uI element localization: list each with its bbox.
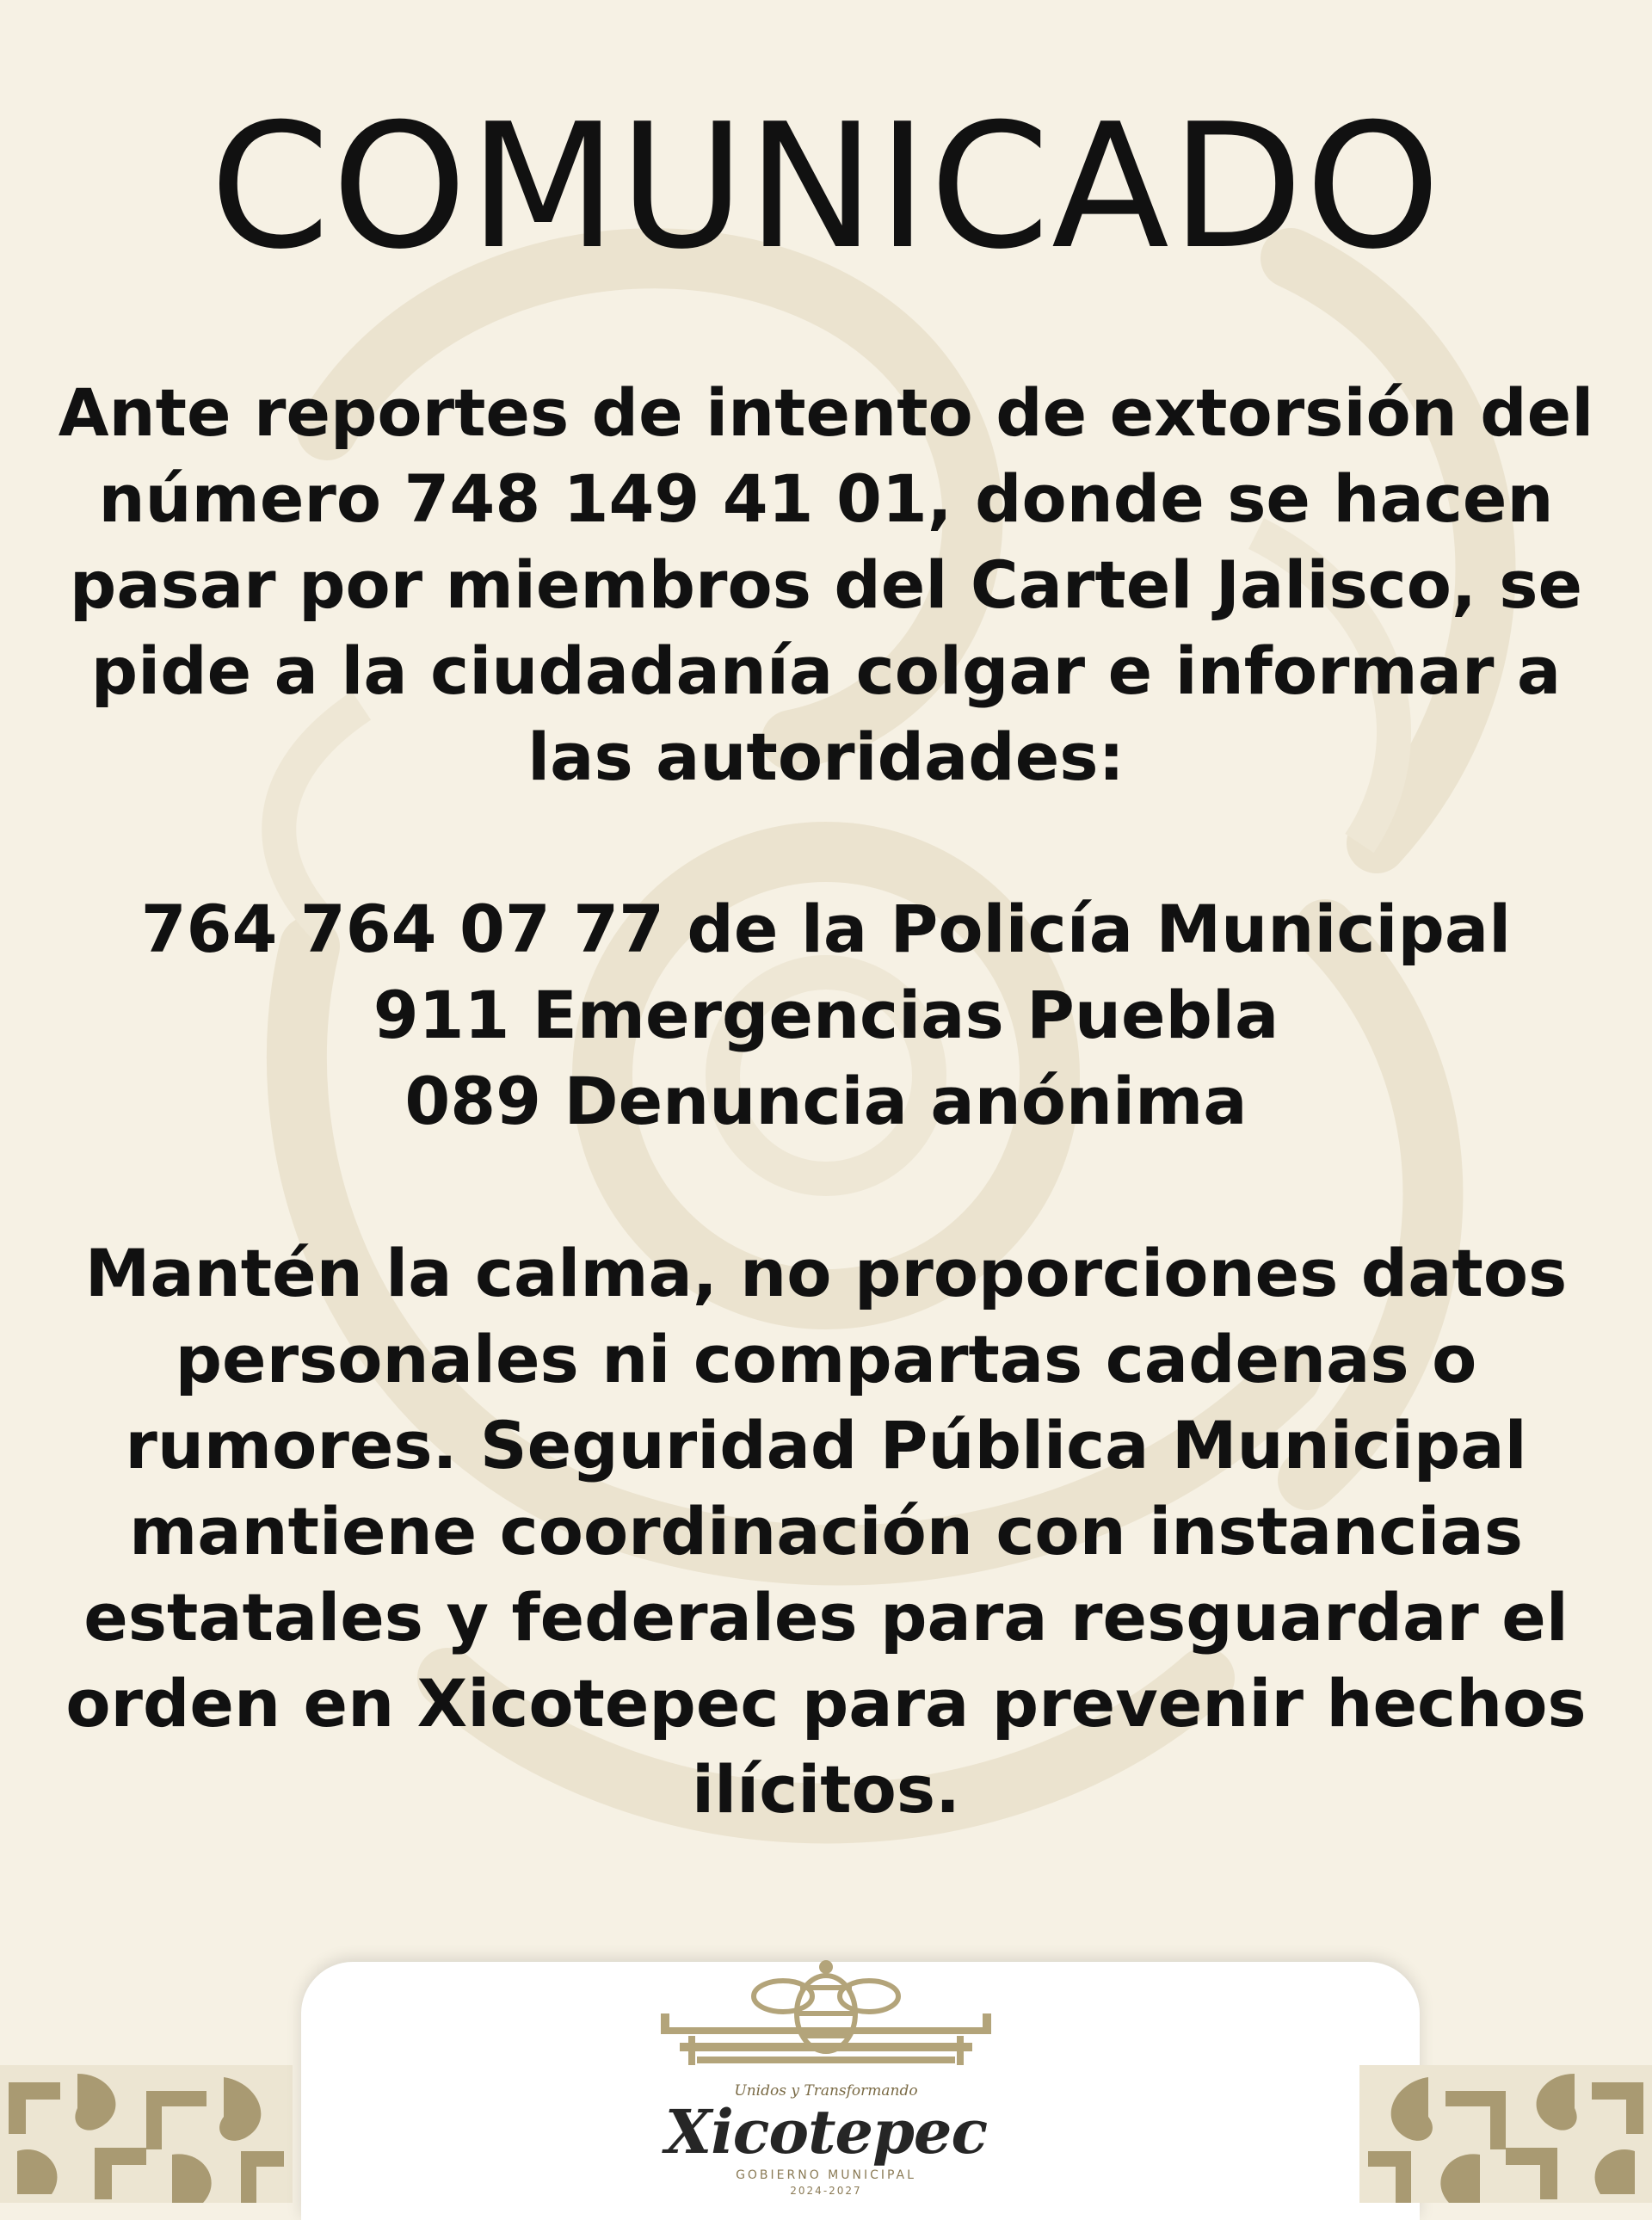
- intro-paragraph: [52, 370, 1600, 800]
- phone-municipal-police: 764 764 07 77 de la Policía Municipal: [140, 891, 1512, 967]
- closing-line: estatales y federales para resguardar el: [83, 1579, 1569, 1656]
- closing-line: orden en Xicotepec para prevenir hechos: [65, 1665, 1587, 1742]
- fret-pattern-right: [1359, 2065, 1652, 2203]
- page-title: COMUNICADO: [209, 87, 1443, 287]
- closing-paragraph: [52, 1230, 1600, 1833]
- logo-government: GOBIERNO MUNICIPAL: [736, 2168, 916, 2182]
- intro-line: pide a la ciudadanía colgar e informar a: [90, 632, 1562, 709]
- closing-line: personales ni compartas cadenas o: [175, 1321, 1477, 1397]
- intro-line: Ante reportes de intento de extorsión del: [58, 374, 1594, 451]
- phone-anonymous-report: 089 Denuncia anónima: [404, 1063, 1248, 1139]
- phone-emergencies: 911 Emergencias Puebla: [373, 977, 1279, 1053]
- logo-name: Xicotepec: [664, 2096, 988, 2168]
- intro-line: las autoridades:: [527, 718, 1125, 795]
- xicotepec-logo: [654, 1953, 998, 2203]
- phone-list: [52, 886, 1600, 1144]
- footer: [0, 1953, 1652, 2203]
- fret-pattern-left: [0, 2065, 293, 2203]
- logo-tagline: Unidos y Transformando: [734, 2082, 918, 2100]
- closing-line: Mantén la calma, no proporciones datos: [84, 1235, 1568, 1311]
- logo-years: 2024-2027: [790, 2185, 862, 2197]
- closing-line: ilícitos.: [692, 1751, 960, 1828]
- intro-line: número 748 149 41 01, donde se hacen: [98, 460, 1554, 537]
- closing-line: rumores. Seguridad Pública Municipal: [125, 1407, 1527, 1483]
- intro-line: pasar por miembros del Cartel Jalisco, se: [69, 546, 1583, 623]
- closing-line: mantiene coordinación con instancias: [129, 1493, 1523, 1569]
